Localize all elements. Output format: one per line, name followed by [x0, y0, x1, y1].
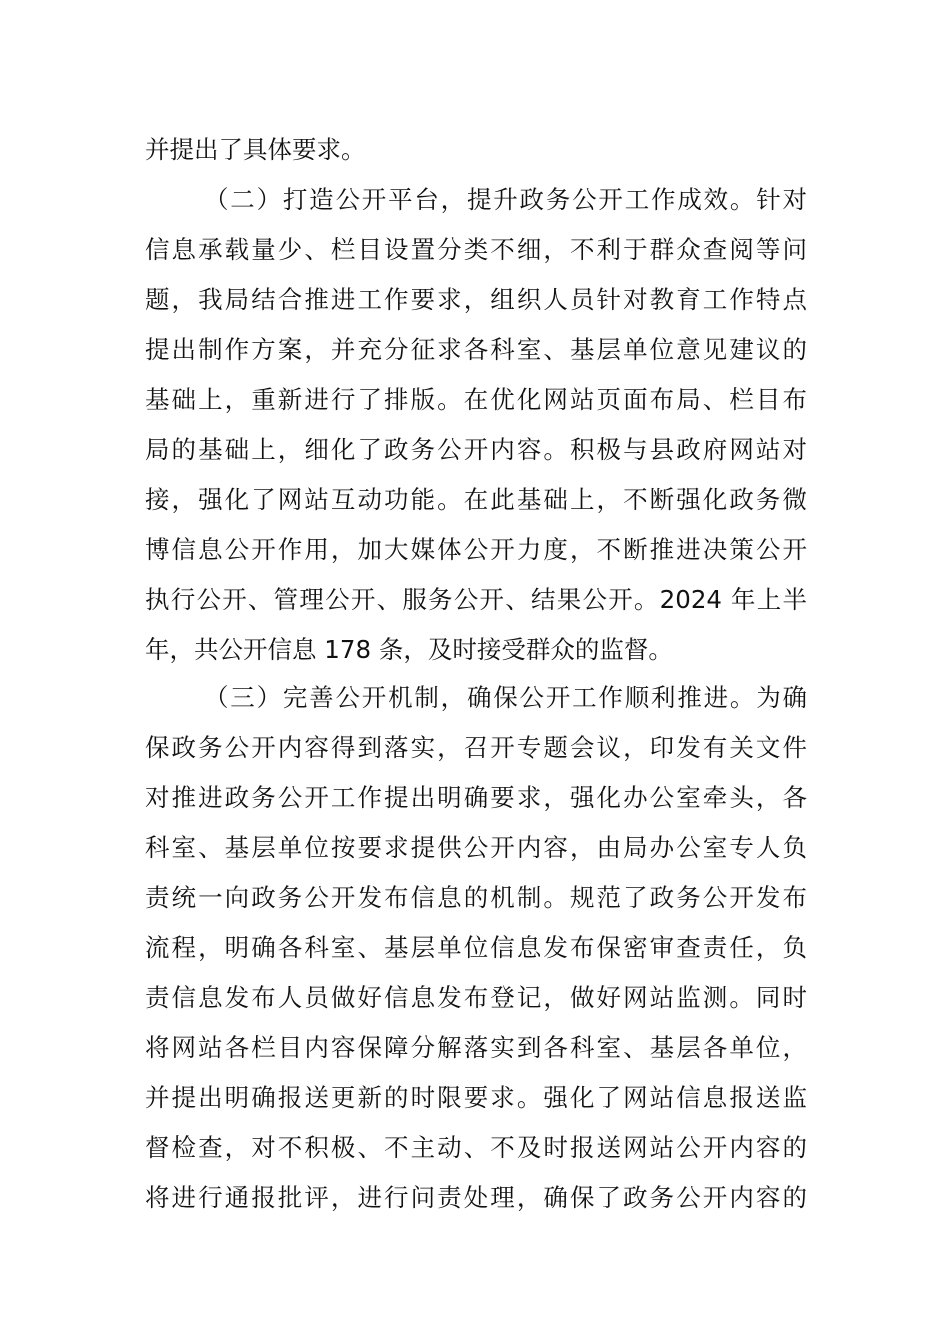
text-line: 流程，明确各科室、基层单位信息发布保密审查责任，负 — [145, 933, 807, 962]
text-line: 责信息发布人员做好信息发布登记，做好网站监测。同时 — [145, 983, 807, 1012]
text-line: 执行公开、管理公开、服务公开、结果公开。2024 年上半 — [145, 585, 807, 614]
text-line: 并提出明确报送更新的时限要求。强化了网站信息报送监 — [145, 1083, 807, 1112]
text-line: 题，我局结合推进工作要求，组织人员针对教育工作特点 — [145, 285, 807, 314]
text-line: 年，共公开信息 178 条，及时接受群众的监督。 — [145, 635, 673, 664]
text-line: 接，强化了网站互动功能。在此基础上，不断强化政务微 — [145, 485, 807, 514]
text-line: 博信息公开作用，加大媒体公开力度，不断推进决策公开 — [145, 535, 807, 564]
text-line: 将进行通报批评，进行问责处理，确保了政务公开内容的 — [145, 1183, 807, 1212]
text-line: 将网站各栏目内容保障分解落实到各科室、基层各单位， — [145, 1033, 807, 1062]
text-line: 提出制作方案，并充分征求各科室、基层单位意见建议的 — [145, 335, 807, 364]
text-line: 基础上，重新进行了排版。在优化网站页面布局、栏目布 — [145, 385, 807, 414]
text-line: 对推进政务公开工作提出明确要求，强化办公室牵头，各 — [145, 783, 807, 812]
text-line: 保政务公开内容得到落实，召开专题会议，印发有关文件 — [145, 733, 807, 762]
text-line: 责统一向政务公开发布信息的机制。规范了政务公开发布 — [145, 883, 807, 912]
section-heading-line: （二）打造公开平台，提升政务公开工作成效。针对 — [204, 185, 807, 214]
section-heading-line: （三）完善公开机制，确保公开工作顺利推进。为确 — [204, 683, 807, 712]
text-line: 科室、基层单位按要求提供公开内容，由局办公室专人负 — [145, 833, 807, 862]
text-line: 信息承载量少、栏目设置分类不细，不利于群众查阅等问 — [145, 235, 807, 264]
text-line: 局的基础上，细化了政务公开内容。积极与县政府网站对 — [145, 435, 807, 464]
text-line: 督检查，对不积极、不主动、不及时报送网站公开内容的 — [145, 1133, 807, 1162]
text-line: 并提出了具体要求。 — [145, 135, 366, 164]
